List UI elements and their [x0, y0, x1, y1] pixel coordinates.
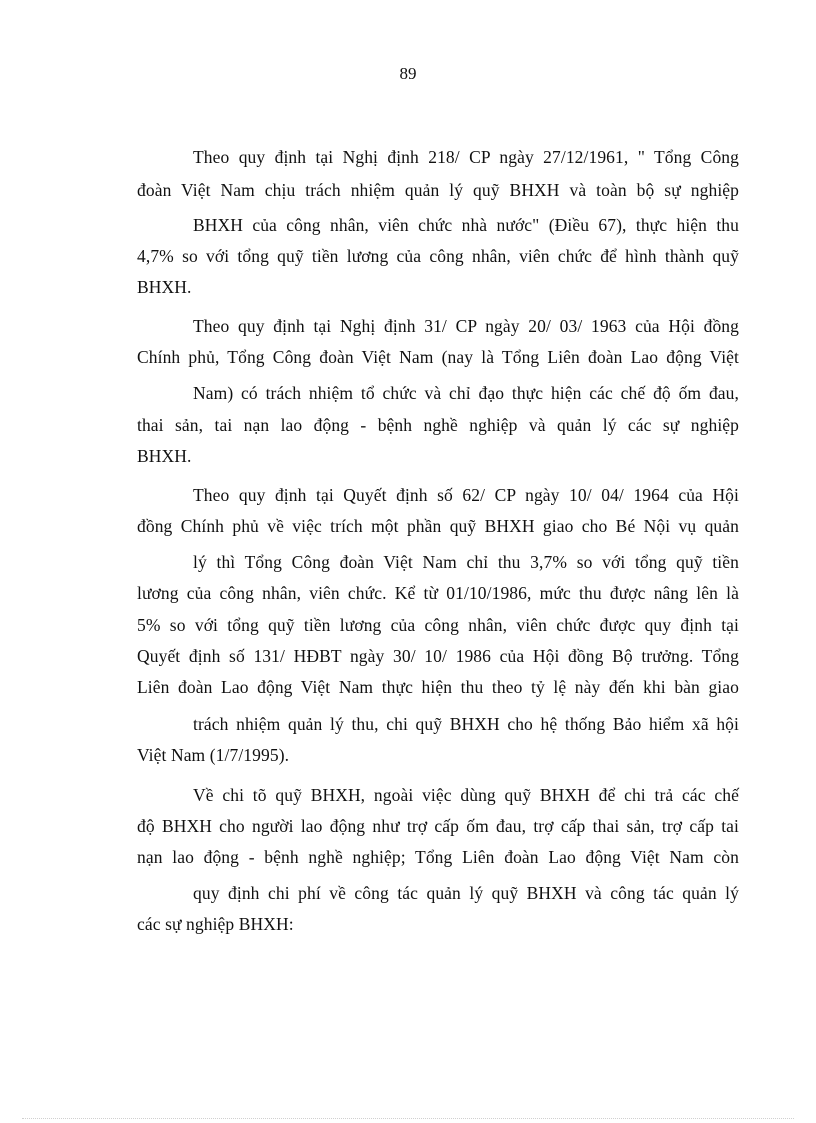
text-line: lương của công nhân, viên chức. Kể từ 01/10/1986, mức thu được nâng lên là: [137, 583, 739, 603]
text-line: Theo quy định tại Nghị định 218/ CP ngày 27/12/1961, " Tổng Công: [193, 147, 739, 167]
page-number: 89: [399, 64, 417, 83]
text-line: Chính phủ, Tổng Công đoàn Việt Nam (nay là Tổng Liên đoàn Lao động Việt: [137, 347, 739, 367]
text-line: BHXH của công nhân, viên chức nhà nước" (Điều 67), thực hiện thu: [193, 215, 739, 235]
text-line: Quyết định số 131/ HĐBT ngày 30/ 10/ 1986 của Hội đồng Bộ trưởng. Tổng: [137, 646, 739, 666]
text-line: Liên đoàn Lao động Việt Nam thực hiện thu theo tỷ lệ này đến khi bàn giao: [137, 677, 739, 697]
text-line: đồng Chính phủ về việc trích một phần quỹ BHXH giao cho Bé Nội vụ quản: [137, 516, 739, 536]
text-line: Nam) có trách nhiệm tổ chức và chỉ đạo thực hiện các chế độ ốm đau,: [193, 383, 739, 403]
text-line: trách nhiệm quản lý thu, chi quỹ BHXH cho hệ thống Bảo hiểm xã hội: [193, 714, 739, 734]
text-line: quy định chi phí về công tác quản lý quỹ BHXH và công tác quản lý: [193, 883, 739, 903]
text-line: nạn lao động - bệnh nghề nghiệp; Tổng Liên đoàn Lao động Việt Nam còn: [137, 847, 739, 867]
text-line: thai sản, tai nạn lao động - bệnh nghề nghiệp và quản lý các sự nghiệp: [137, 415, 739, 435]
text-line: lý thì Tổng Công đoàn Việt Nam chỉ thu 3,7% so với tổng quỹ tiền: [193, 552, 739, 572]
page-bottom-border: [22, 1118, 794, 1119]
text-line: Việt Nam (1/7/1995).: [137, 745, 290, 765]
text-line: các sự nghiệp BHXH:: [137, 914, 294, 934]
text-line: Về chi tõ quỹ BHXH, ngoài việc dùng quỹ BHXH để chi trả các chế: [193, 785, 739, 805]
text-line: đoàn Việt Nam chịu trách nhiệm quản lý quỹ BHXH và toàn bộ sự nghiệp: [137, 180, 739, 200]
text-line: BHXH.: [137, 277, 192, 297]
text-line: 5% so với tổng quỹ tiền lương của công nhân, viên chức được quy định tại: [137, 615, 739, 635]
text-line: BHXH.: [137, 446, 192, 466]
text-line: Theo quy định tại Quyết định số 62/ CP ngày 10/ 04/ 1964 của Hội: [193, 485, 739, 505]
text-line: độ BHXH cho người lao động như trợ cấp ốm đau, trợ cấp thai sản, trợ cấp tai: [137, 816, 739, 836]
text-line: 4,7% so với tổng quỹ tiền lương của công nhân, viên chức để hình thành quỹ: [137, 246, 739, 266]
text-line: Theo quy định tại Nghị định 31/ CP ngày 20/ 03/ 1963 của Hội đồng: [193, 316, 739, 336]
